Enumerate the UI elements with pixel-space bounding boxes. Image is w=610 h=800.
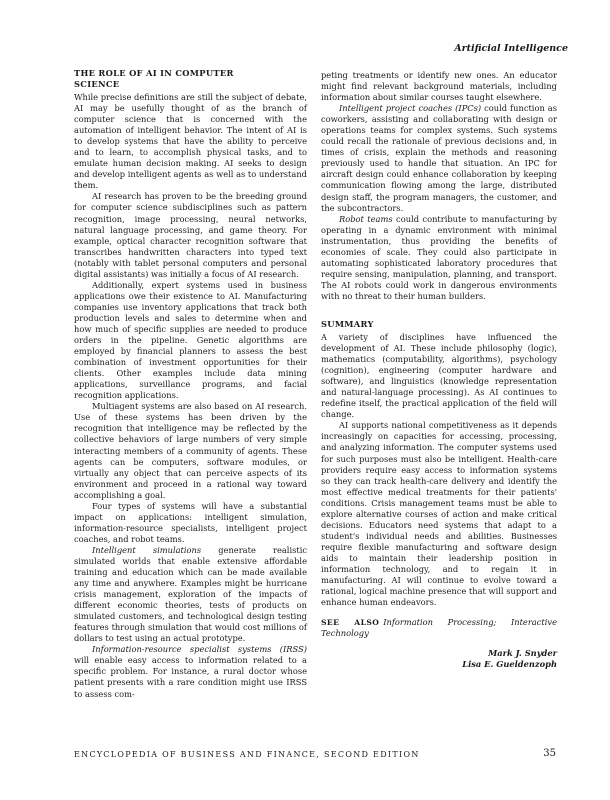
authors [321, 648, 557, 670]
paragraph: A variety of disciplines have influenced the development of AI. These include philosophy (logic), mathematics (computability, algorithms), psychology (cognition), engineering (computer hardware and software), and linguistics (knowledge representation and natural-language processing). As AI continues to redefine itself, the practical application of the field will change. [321, 331, 557, 420]
paragraph: peting treatments or identify new ones. An educator might find relevant background materials, including information about similar courses taught elsewhere. [321, 70, 557, 103]
paragraph: While precise definitions are still the subject of debate, AI may be usefully thought of as the branch of computer science that is concerned with the automation of intelligent behavior. The intent of AI is to develop systems that have the ability to perceive and to learn, to accomplish physical tasks, and to emulate human decision making. AI seeks to design and develop intelligent agents as well as to understand them. [74, 92, 307, 191]
paragraph [321, 103, 557, 213]
paragraph [74, 644, 307, 699]
author-name: Mark J. Snyder [488, 648, 557, 659]
see-also-links[interactable]: Information Processing; Interactive Technology [321, 617, 557, 639]
section-heading [74, 68, 307, 90]
term: Intelligent simulations [92, 544, 202, 555]
summary-heading: SUMMARY [321, 318, 374, 329]
paragraph-text: could function as coworkers, assisting and collaborating with design or operations teams for complex systems. Such systems could recall the rationale of previous decisions and, in times of crisis, explain the methods and reasoning previously used to handle that situation. An IPC for aircraft design could enhance collaboration by keeping communication flowing among the large, distributed design staff, the program managers, the customer, and the subcontractors. [321, 103, 557, 213]
paragraph [74, 545, 307, 644]
paragraph: Four types of systems will have a substantial impact on applications: intelligent simulation, information-resource specialists, intelligent project coaches, and robot teams. [74, 500, 307, 544]
paragraph: Additionally, expert systems used in business applications owe their existence to AI. Manufacturing companies use inventory applications that track both production levels and sales to determine when and how much of specific supplies are needed to produce orders in the pipeline. Genetic algorithms are employed by financial planners to assess the best combination of investment opportunities for their clients. Other examples include data mining applications, surveillance programs, and facial recognition applications. [74, 279, 307, 401]
term: Information-resource specialist systems (IRSS) [92, 644, 307, 655]
paragraph: AI supports national competitiveness as it depends increasingly on capacities for accessing, processing, and analyzing information. The computer systems used for such purposes must also be intelligent. Health-care providers require easy access to information systems so they can track health-care delivery and identify the most effective medical treatments for their patients' conditions. Crisis management teams must be able to explore alternative courses of action and make critical decisions. Educators need systems that adapt to a student's individual needs and abilities. Businesses require flexible manufacturing and software design aids to maintain their leadership position in information technology, and to regain it in manufacturing. AI will continue to evolve toward a rational, logical machine presence that will support and enhance human endeavors. [321, 420, 557, 608]
paragraph-text: could contribute to manufacturing by operating in a dynamic environment with minimal instrumentation, thus providing the benefits of economies of scale. They could also participate in automating sophisticated laboratory procedures that require sensing, manipulation, planning, and transport. The AI robots could work in dangerous environments with no threat to their human builders. [321, 213, 557, 301]
term: Robot teams [339, 213, 393, 224]
paragraph-text: generate realistic simulated worlds that enable extensive affordable training and education which can be made available any time and anywhere. Examples might be hurricane crisis management, exploration of the impacts of different economic theories, tests of products on simulated customers, and technological design testing features through simulation that would cost millions of dollars to test using an actual prototype. [74, 544, 307, 644]
section-gap [321, 302, 557, 319]
paragraph: Multiagent systems are also based on AI research. Use of these systems has been driven by the recognition that intelligence may be reflected by the collective behaviors of large numbers of very simple interacting members of a community of agents. These agents can be computers, software modules, or virtually any object that can perceive aspects of its environment and proceed in a rational way toward accomplishing a goal. [74, 401, 307, 500]
paragraph-text: will enable easy access to information related to a specific problem. For instance, a rural doctor whose patient presents with a rare condition might use IRSS to assess com- [74, 655, 307, 699]
heading-line-2: SCIENCE [74, 79, 120, 89]
term: Intelligent project coaches (IPCs) [339, 103, 482, 114]
page-number: 35 [543, 748, 556, 759]
running-head: Artificial Intelligence [454, 43, 568, 54]
paragraph: AI research has proven to be the breeding ground for computer science subdisciplines such as pattern recognition, image processing, neural networks, natural language processing, and game theory. For example, optical character recognition software that transcribes handwritten characters into typed text (notably with tablet personal computers and personal digital assistants) was initially a focus of AI research. [74, 191, 307, 279]
page-footer: ENCYCLOPEDIA OF BUSINESS AND FINANCE, SECOND EDITION [74, 750, 420, 759]
left-column [74, 68, 307, 700]
author-name: Lisa E. Gueldenzoph [462, 659, 557, 670]
right-column [321, 70, 557, 670]
see-also [321, 617, 557, 639]
heading-line-1: THE ROLE OF AI IN COMPUTER [74, 68, 234, 78]
paragraph [321, 214, 557, 302]
see-also-label: SEE ALSO [321, 618, 380, 628]
